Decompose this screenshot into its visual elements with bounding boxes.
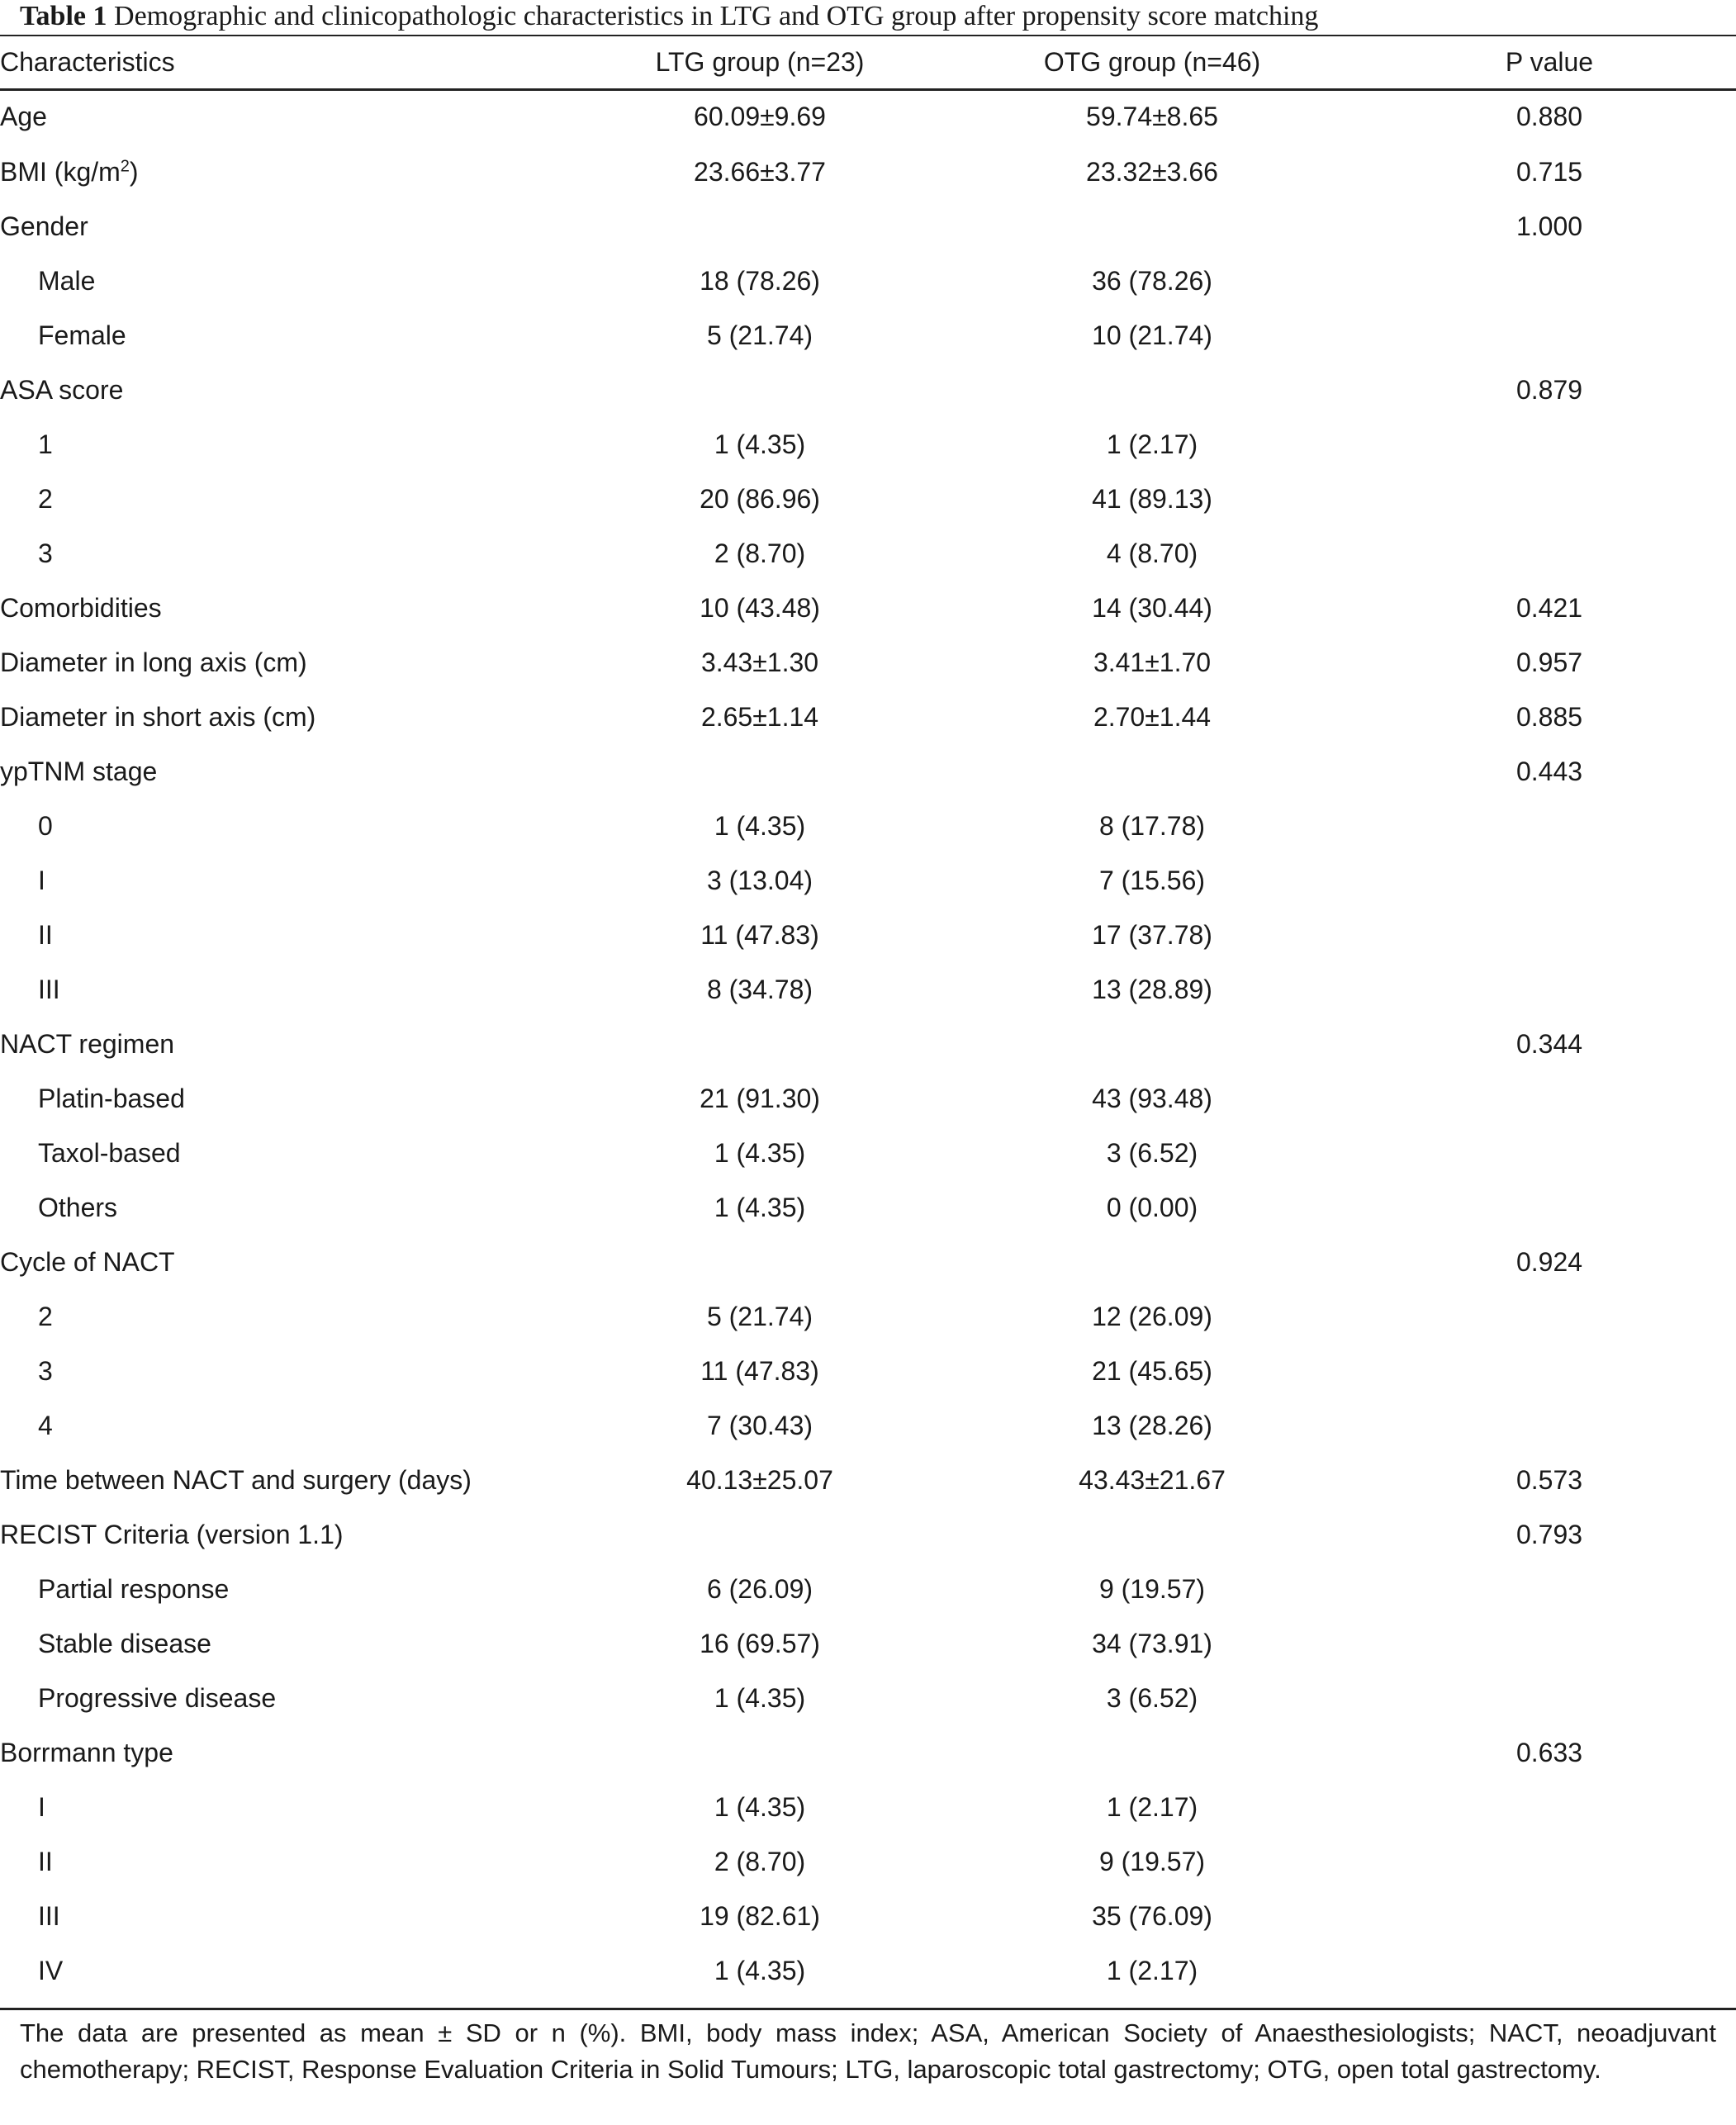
otg-value: 3 (6.52) xyxy=(1106,1682,1198,1713)
table-row xyxy=(0,799,1736,853)
otg-value: 3.41±1.70 xyxy=(1093,647,1212,677)
row-label xyxy=(0,1562,578,1616)
row-label-text: Time between NACT and surgery (days) xyxy=(0,1464,472,1495)
row-label-text: III xyxy=(38,1900,60,1931)
row-label-text: 3 xyxy=(38,1355,53,1386)
column-header-characteristics: Characteristics xyxy=(0,47,175,77)
row-label-text: Taxol-based xyxy=(38,1137,181,1168)
row-label xyxy=(0,908,578,962)
row-label xyxy=(0,581,578,635)
p-value xyxy=(1363,472,1736,526)
row-label xyxy=(0,962,578,1017)
row-label-text: Platin-based xyxy=(38,1083,185,1113)
row-label xyxy=(0,853,578,908)
ltg-value: 10 (43.48) xyxy=(700,592,820,623)
bottom-rule xyxy=(0,2008,1736,2010)
table-row xyxy=(0,1889,1736,1943)
p-value xyxy=(1363,908,1736,962)
row-label-text: Borrmann type xyxy=(0,1737,173,1767)
caption-text: Demographic and clinicopathologic characteristics in LTG and OTG group after propensity score matching xyxy=(114,1,1319,31)
row-label-text: 2 xyxy=(38,483,53,514)
p-value xyxy=(1363,254,1736,308)
row-label-text: 2 xyxy=(38,1301,53,1331)
column-header-p-value: P value xyxy=(1505,47,1594,77)
p-value: 0.344 xyxy=(1515,1028,1583,1059)
row-label xyxy=(0,1071,578,1126)
row-label xyxy=(0,1126,578,1180)
ltg-value: 18 (78.26) xyxy=(700,265,820,296)
table-caption xyxy=(20,2,1721,33)
table-row xyxy=(0,1235,1736,1289)
table-row xyxy=(0,635,1736,690)
table-row xyxy=(0,1071,1736,1126)
row-label xyxy=(0,88,578,145)
row-label-text: RECIST Criteria (version 1.1) xyxy=(0,1519,344,1549)
otg-value: 17 (37.78) xyxy=(1092,919,1212,950)
row-label xyxy=(0,1725,578,1780)
row-label xyxy=(0,1671,578,1725)
ltg-value: 6 (26.09) xyxy=(706,1573,813,1604)
table-row xyxy=(0,1507,1736,1562)
row-label xyxy=(0,1398,578,1453)
table-row xyxy=(0,1398,1736,1453)
p-value xyxy=(1363,1071,1736,1126)
ltg-value: 1 (4.35) xyxy=(714,810,806,841)
ltg-value: 3.43±1.30 xyxy=(700,647,819,677)
table-row xyxy=(0,472,1736,526)
otg-value: 14 (30.44) xyxy=(1092,592,1212,623)
p-value xyxy=(1363,1943,1736,1998)
otg-value: 3 (6.52) xyxy=(1106,1137,1198,1168)
p-value xyxy=(1363,799,1736,853)
otg-value xyxy=(942,199,1363,254)
p-value: 0.793 xyxy=(1515,1519,1583,1549)
table-row xyxy=(0,962,1736,1017)
otg-value: 10 (21.74) xyxy=(1092,320,1212,350)
ltg-value: 7 (30.43) xyxy=(706,1410,813,1440)
otg-value: 7 (15.56) xyxy=(1098,865,1206,895)
p-value xyxy=(1363,853,1736,908)
p-value xyxy=(1363,962,1736,1017)
ltg-value xyxy=(578,1507,942,1562)
otg-value: 1 (2.17) xyxy=(1106,1791,1198,1822)
row-label xyxy=(0,1453,578,1507)
column-header-otg: OTG group (n=46) xyxy=(1043,47,1261,77)
ltg-value: 1 (4.35) xyxy=(714,1192,806,1222)
row-label xyxy=(0,199,578,254)
otg-value xyxy=(942,1507,1363,1562)
otg-value xyxy=(942,1235,1363,1289)
p-value: 0.880 xyxy=(1515,101,1583,131)
p-value: 0.715 xyxy=(1515,156,1583,187)
otg-value: 4 (8.70) xyxy=(1106,538,1198,568)
row-label xyxy=(0,472,578,526)
otg-value: 21 (45.65) xyxy=(1092,1355,1212,1386)
row-label xyxy=(0,1943,578,1998)
otg-value: 2.70±1.44 xyxy=(1093,701,1212,732)
row-label-text: Female xyxy=(38,320,126,350)
ltg-value: 1 (4.35) xyxy=(714,429,806,459)
row-label-text: NACT regimen xyxy=(0,1028,175,1059)
table-row xyxy=(0,1017,1736,1071)
table-row xyxy=(0,254,1736,308)
p-value: 0.879 xyxy=(1515,374,1583,405)
row-label xyxy=(0,1834,578,1889)
header-rule xyxy=(0,88,1736,91)
row-label xyxy=(0,145,578,199)
p-value xyxy=(1363,1889,1736,1943)
p-value xyxy=(1363,1616,1736,1671)
otg-value: 41 (89.13) xyxy=(1092,483,1212,514)
table-row xyxy=(0,853,1736,908)
ltg-value: 1 (4.35) xyxy=(714,1955,806,1985)
ltg-value: 23.66±3.77 xyxy=(694,156,826,187)
ltg-value: 11 (47.83) xyxy=(700,919,819,950)
header-row xyxy=(0,36,1736,88)
ltg-value: 40.13±25.07 xyxy=(686,1464,833,1495)
ltg-value: 11 (47.83) xyxy=(700,1355,819,1386)
otg-value: 34 (73.91) xyxy=(1092,1628,1212,1658)
row-label-text: BMI (kg/m xyxy=(0,156,121,187)
table-row xyxy=(0,1725,1736,1780)
otg-value: 43 (93.48) xyxy=(1092,1083,1212,1113)
ltg-value xyxy=(578,1725,942,1780)
otg-value: 9 (19.57) xyxy=(1098,1846,1206,1876)
ltg-value xyxy=(578,363,942,417)
otg-value: 9 (19.57) xyxy=(1098,1573,1206,1604)
otg-value: 1 (2.17) xyxy=(1106,1955,1198,1985)
row-label xyxy=(0,799,578,853)
ltg-value xyxy=(578,1235,942,1289)
otg-value: 36 (78.26) xyxy=(1092,265,1212,296)
table-body xyxy=(0,88,1736,1998)
ltg-value xyxy=(578,199,942,254)
ltg-value: 3 (13.04) xyxy=(706,865,813,895)
table-row xyxy=(0,363,1736,417)
p-value xyxy=(1363,1344,1736,1398)
caption-label: Table 1 xyxy=(20,1,107,31)
row-label-text: Diameter in short axis (cm) xyxy=(0,701,316,732)
row-label-text: II xyxy=(38,919,53,950)
table-row xyxy=(0,1616,1736,1671)
p-value xyxy=(1363,1671,1736,1725)
ltg-value: 2 (8.70) xyxy=(714,1846,806,1876)
row-label xyxy=(0,1289,578,1344)
ltg-value: 5 (21.74) xyxy=(706,320,813,350)
otg-value: 12 (26.09) xyxy=(1092,1301,1212,1331)
ltg-value: 20 (86.96) xyxy=(700,483,820,514)
row-label-text: ASA score xyxy=(0,374,124,405)
row-label xyxy=(0,254,578,308)
row-label-text: 1 xyxy=(38,429,53,459)
p-value xyxy=(1363,1289,1736,1344)
table-row xyxy=(0,417,1736,472)
table-row xyxy=(0,1453,1736,1507)
otg-value xyxy=(942,1017,1363,1071)
row-label-text: Comorbidities xyxy=(0,592,162,623)
otg-value: 1 (2.17) xyxy=(1106,429,1198,459)
row-label-text: I xyxy=(38,865,45,895)
row-label-text: IV xyxy=(38,1955,64,1985)
row-label xyxy=(0,1616,578,1671)
otg-value: 8 (17.78) xyxy=(1098,810,1206,841)
table-row xyxy=(0,1780,1736,1834)
table-row xyxy=(0,908,1736,962)
p-value xyxy=(1363,1126,1736,1180)
row-label xyxy=(0,1889,578,1943)
row-label-end: ) xyxy=(129,156,139,187)
ltg-value: 1 (4.35) xyxy=(714,1682,806,1713)
otg-value: 43.43±21.67 xyxy=(1079,1464,1226,1495)
table-row xyxy=(0,1126,1736,1180)
ltg-value: 21 (91.30) xyxy=(700,1083,820,1113)
otg-value: 0 (0.00) xyxy=(1106,1192,1198,1222)
row-label-text: III xyxy=(38,974,60,1004)
table-row xyxy=(0,690,1736,744)
characteristics-table xyxy=(0,36,1736,1998)
table-row xyxy=(0,1562,1736,1616)
otg-value xyxy=(942,744,1363,799)
row-label-text: 0 xyxy=(38,810,53,841)
row-label-text: Male xyxy=(38,265,96,296)
column-header-ltg: LTG group (n=23) xyxy=(655,47,865,77)
p-value: 0.924 xyxy=(1515,1246,1583,1277)
p-value: 0.573 xyxy=(1515,1464,1583,1495)
p-value: 0.421 xyxy=(1515,592,1583,623)
ltg-value: 60.09±9.69 xyxy=(694,101,826,131)
row-label-text: Progressive disease xyxy=(38,1682,277,1713)
ltg-value: 16 (69.57) xyxy=(700,1628,820,1658)
row-label xyxy=(0,1180,578,1235)
row-label xyxy=(0,308,578,363)
table-row xyxy=(0,1834,1736,1889)
otg-value: 23.32±3.66 xyxy=(1086,156,1218,187)
p-value xyxy=(1363,417,1736,472)
table-row xyxy=(0,1943,1736,1998)
row-label xyxy=(0,635,578,690)
row-label-text: Partial response xyxy=(38,1573,230,1604)
table-row xyxy=(0,1180,1736,1235)
ltg-value: 1 (4.35) xyxy=(714,1137,806,1168)
p-value: 1.000 xyxy=(1515,211,1583,241)
row-label xyxy=(0,417,578,472)
row-label-text: Others xyxy=(38,1192,118,1222)
ltg-value xyxy=(578,744,942,799)
p-value xyxy=(1363,308,1736,363)
table-row xyxy=(0,526,1736,581)
row-label-text: I xyxy=(38,1791,45,1822)
row-label xyxy=(0,1780,578,1834)
ltg-value: 1 (4.35) xyxy=(714,1791,806,1822)
row-label xyxy=(0,1235,578,1289)
ltg-value: 2.65±1.14 xyxy=(700,701,819,732)
otg-value: 13 (28.26) xyxy=(1092,1410,1212,1440)
row-label xyxy=(0,690,578,744)
table-row xyxy=(0,308,1736,363)
row-label-text: Gender xyxy=(0,211,88,241)
p-value xyxy=(1363,526,1736,581)
row-label-text: Stable disease xyxy=(38,1628,211,1658)
ltg-value: 19 (82.61) xyxy=(700,1900,820,1931)
table-row xyxy=(0,1344,1736,1398)
row-label xyxy=(0,744,578,799)
ltg-value: 5 (21.74) xyxy=(706,1301,813,1331)
row-label xyxy=(0,363,578,417)
row-label-text: ypTNM stage xyxy=(0,756,158,786)
p-value xyxy=(1363,1398,1736,1453)
table-row xyxy=(0,199,1736,254)
row-label xyxy=(0,1344,578,1398)
p-value: 0.633 xyxy=(1515,1737,1583,1767)
p-value: 0.885 xyxy=(1515,701,1583,732)
ltg-value xyxy=(578,1017,942,1071)
p-value xyxy=(1363,1834,1736,1889)
row-label xyxy=(0,1507,578,1562)
row-label xyxy=(0,1017,578,1071)
table-row xyxy=(0,1289,1736,1344)
otg-value xyxy=(942,363,1363,417)
p-value: 0.443 xyxy=(1515,756,1583,786)
ltg-value: 2 (8.70) xyxy=(714,538,806,568)
table-row xyxy=(0,88,1736,145)
row-label-text: Age xyxy=(0,101,47,131)
row-label-text: Cycle of NACT xyxy=(0,1246,175,1277)
row-label-superscript: 2 xyxy=(120,156,130,175)
table-row xyxy=(0,744,1736,799)
table-row xyxy=(0,145,1736,199)
p-value: 0.957 xyxy=(1515,647,1583,677)
ltg-value: 8 (34.78) xyxy=(706,974,813,1004)
otg-value xyxy=(942,1725,1363,1780)
p-value xyxy=(1363,1180,1736,1235)
otg-value: 35 (76.09) xyxy=(1092,1900,1212,1931)
p-value xyxy=(1363,1780,1736,1834)
otg-value: 13 (28.89) xyxy=(1092,974,1212,1004)
otg-value: 59.74±8.65 xyxy=(1086,101,1218,131)
row-label-text: Diameter in long axis (cm) xyxy=(0,647,307,677)
table-row xyxy=(0,1671,1736,1725)
row-label-text: 3 xyxy=(38,538,53,568)
table-row xyxy=(0,581,1736,635)
row-label-text: II xyxy=(38,1846,53,1876)
row-label xyxy=(0,526,578,581)
row-label-text: 4 xyxy=(38,1410,53,1440)
p-value xyxy=(1363,1562,1736,1616)
table-footnote: The data are presented as mean ± SD or n (%). BMI, body mass index; ASA, American Society of Anaesthesiologists; NACT, neoadjuvant chemotherapy; RECIST, Response Evaluation Criteria in Solid Tumours; LTG, laparoscopic total gastrectomy; OTG, open total gastrectomy. xyxy=(20,2018,1716,2084)
